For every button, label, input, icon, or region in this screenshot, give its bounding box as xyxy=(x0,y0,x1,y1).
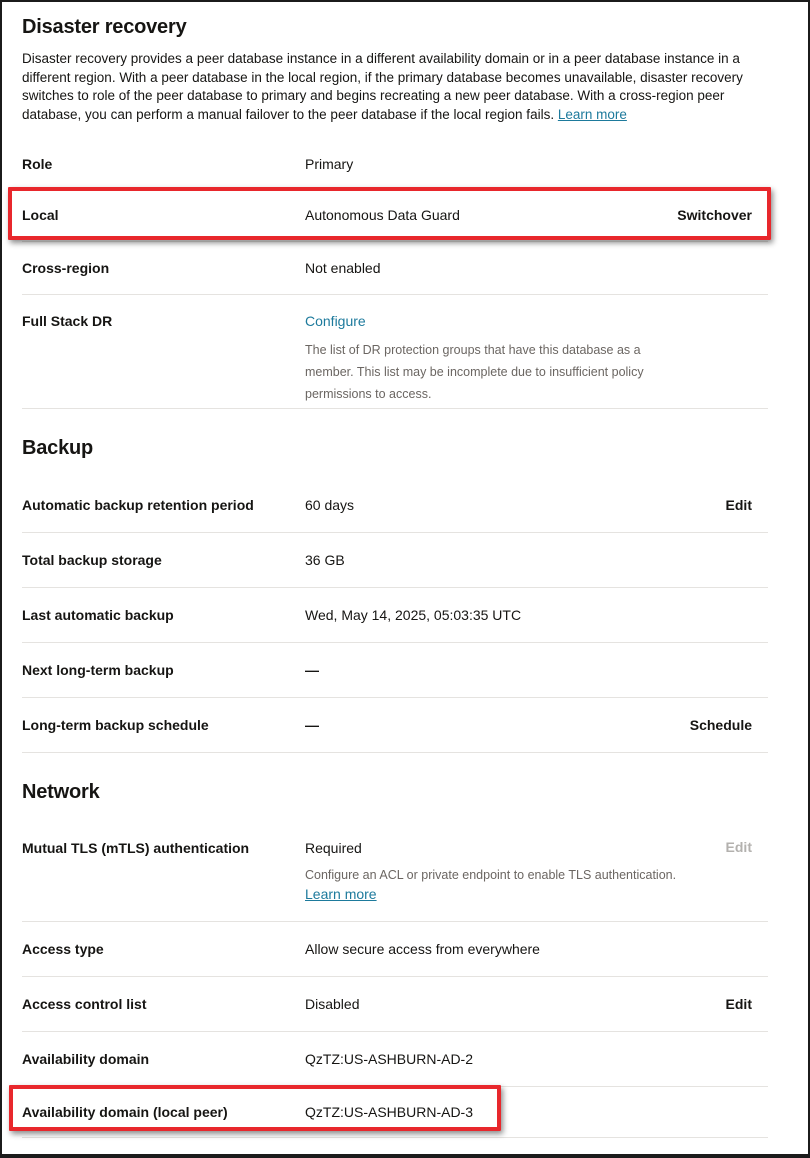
row-cross-region xyxy=(22,242,768,295)
row-label: Availability domain xyxy=(22,1051,150,1067)
row-value xyxy=(305,839,726,903)
row-total-backup-storage xyxy=(22,533,768,588)
row-value: QzTZ:US-ASHBURN-AD-2 xyxy=(305,1051,474,1067)
row-last-automatic-backup xyxy=(22,588,768,643)
row-access-control-list xyxy=(22,977,768,1032)
row-label: Local xyxy=(22,207,59,223)
row-automatic-backup-retention-period xyxy=(22,478,768,533)
edit-acl-button[interactable]: Edit xyxy=(725,996,752,1012)
row-mtls-authentication xyxy=(22,822,768,922)
row-value: — xyxy=(305,717,319,733)
page-description-text: Disaster recovery provides a peer database instance in a different availability domain or in a peer database instance in a different region. With a peer database in the local region, if the primary database becomes unavailable, disaster recovery switches to role of the peer database to primary and begins recreating a new peer database. With a cross-region peer database, you can perform a manual failover to the peer database if the local region fails. xyxy=(22,51,743,122)
backup-rows xyxy=(22,478,768,753)
row-value: Autonomous Data Guard xyxy=(305,207,460,223)
row-value xyxy=(305,312,768,405)
row-label: Long-term backup schedule xyxy=(22,717,209,733)
configure-link[interactable]: Configure xyxy=(305,313,366,329)
mtls-helper-text: Configure an ACL or private endpoint to enable TLS authentication. xyxy=(305,868,677,882)
row-label: Role xyxy=(22,155,53,172)
page-description xyxy=(22,50,778,124)
row-local xyxy=(22,189,768,242)
row-value: 60 days xyxy=(305,497,355,513)
row-role xyxy=(22,139,768,189)
row-next-long-term-backup xyxy=(22,643,768,698)
row-value: — xyxy=(305,662,319,678)
row-label: Full Stack DR xyxy=(22,313,113,329)
row-label: Access control list xyxy=(22,996,147,1012)
row-availability-domain xyxy=(22,1032,768,1087)
disaster-recovery-rows xyxy=(22,139,768,409)
row-value: 36 GB xyxy=(305,552,345,568)
edit-mtls-button-disabled[interactable]: Edit xyxy=(725,839,752,855)
row-value: Not enabled xyxy=(305,260,381,276)
row-long-term-backup-schedule xyxy=(22,698,768,753)
row-value: Allow secure access from everywhere xyxy=(305,941,540,957)
switchover-button[interactable]: Switchover xyxy=(677,207,752,223)
row-access-type xyxy=(22,922,768,977)
row-value: Wed, May 14, 2025, 05:03:35 UTC xyxy=(305,607,522,623)
mtls-learn-more-link[interactable]: Learn more xyxy=(305,886,377,902)
row-label: Mutual TLS (mTLS) authentication xyxy=(22,840,250,856)
row-label: Availability domain (local peer) xyxy=(22,1104,228,1120)
mtls-value-text: Required xyxy=(305,840,362,856)
row-label: Next long-term backup xyxy=(22,662,174,678)
page-title: Disaster recovery xyxy=(22,16,187,38)
full-stack-dr-helper-text: The list of DR protection groups that have this database as a member. This list may be incomplete due to insufficient policy permissions to access. xyxy=(305,343,644,401)
network-rows xyxy=(22,822,768,1138)
panel-content xyxy=(2,15,808,1138)
schedule-button[interactable]: Schedule xyxy=(689,717,752,733)
row-label: Total backup storage xyxy=(22,552,162,568)
row-label: Last automatic backup xyxy=(22,607,174,623)
edit-retention-button[interactable]: Edit xyxy=(725,497,752,513)
row-value: QzTZ:US-ASHBURN-AD-3 xyxy=(305,1104,474,1120)
learn-more-link[interactable]: Learn more xyxy=(557,106,627,122)
row-label: Access type xyxy=(22,941,104,957)
row-value: Primary xyxy=(305,155,354,172)
section-heading-backup: Backup xyxy=(22,437,94,459)
row-label: Automatic backup retention period xyxy=(22,497,254,513)
row-availability-domain-local-peer xyxy=(22,1087,768,1138)
row-full-stack-dr xyxy=(22,295,768,409)
section-heading-network: Network xyxy=(22,781,100,803)
row-value: Disabled xyxy=(305,996,360,1012)
row-label: Cross-region xyxy=(22,260,110,276)
